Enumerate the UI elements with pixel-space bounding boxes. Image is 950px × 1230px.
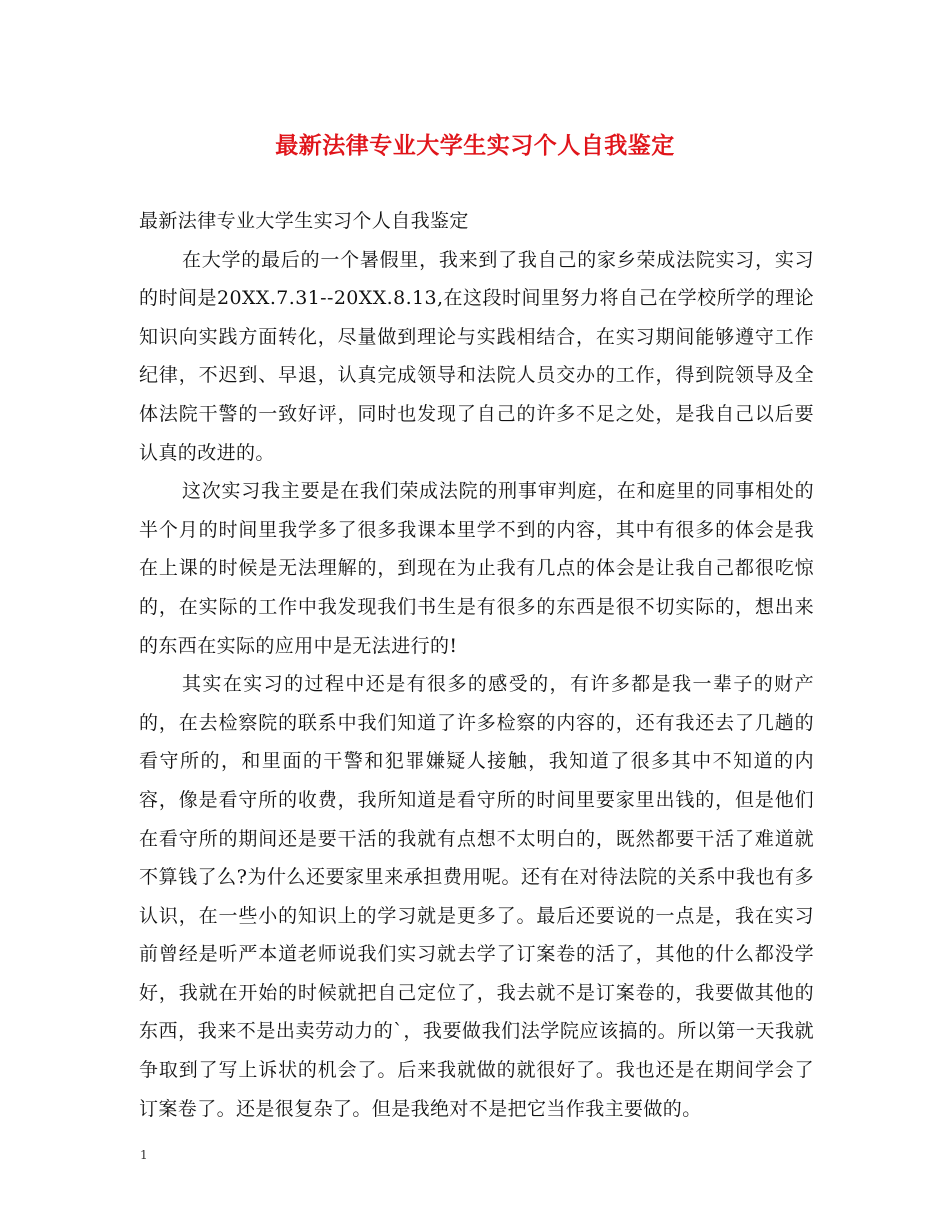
paragraph: 在大学的最后的一个暑假里，我来到了我自己的家乡荣成法院实习，实习的时间是20XX.7.31--20XX.8.13,在这段时间里努力将自己在学校所学的理论知识向实践方面转化，尽量做到理论与实践相结合，在实习期间能够遵守工作纪律，不迟到、早退，认真完成领导和法院人员交办的工作，得到院领导及全体法院干警的一致好评，同时也发现了自己的许多不足之处，是我自己以后要认真的改进的。 xyxy=(139,248,814,464)
paragraph: 其实在实习的过程中还是有很多的感受的，有许多都是我一辈子的财产的，在去检察院的联系中我们知道了许多检察的内容的，还有我还去了几趟的看守所的，和里面的干警和犯罪嫌疑人接触，我知道了很多其中不知道的内容，像是看守所的收费，我所知道是看守所的时间里要家里出钱的，但是他们在看守所的期间还是要干活的我就有点想不太明白的，既然都要干活了难道就不算钱了么?为什么还要家里来承担费用呢。还有在对待法院的关系中我也有多认识，在一些小的知识上的学习就是更多了。最后还要说的一点是，我在实习前曾经是听严本道老师说我们实习就去学了订案卷的活了，其他的什么都没学好，我就在开始的时候就把自己定位了，我去就不是订案卷的，我要做其他的东西，我来不是出卖劳动力的`，我要做我们法学院应该搞的。所以第一天我就争取到了写上诉状的机会了。后来我就做的就很好了。我也还是在期间学会了订案卷了。还是很复杂了。但是我绝对不是把它当作我主要做的。 xyxy=(139,673,814,1120)
document-title: 最新法律专业大学生实习个人自我鉴定 xyxy=(275,132,675,159)
page-number: 1 xyxy=(140,1148,148,1162)
document-subtitle: 最新法律专业大学生实习个人自我鉴定 xyxy=(139,210,469,232)
paragraph: 这次实习我主要是在我们荣成法院的刑事审判庭，在和庭里的同事相处的半个月的时间里我学多了很多我课本里学不到的内容，其中有很多的体会是我在上课的时候是无法理解的，到现在为止我有几点的体会是让我自己都很吃惊的，在实际的工作中我发现我们书生是有很多的东西是很不切实际的，想出来的东西在实际的应用中是无法进行的! xyxy=(139,480,814,657)
document-body xyxy=(139,202,814,1128)
